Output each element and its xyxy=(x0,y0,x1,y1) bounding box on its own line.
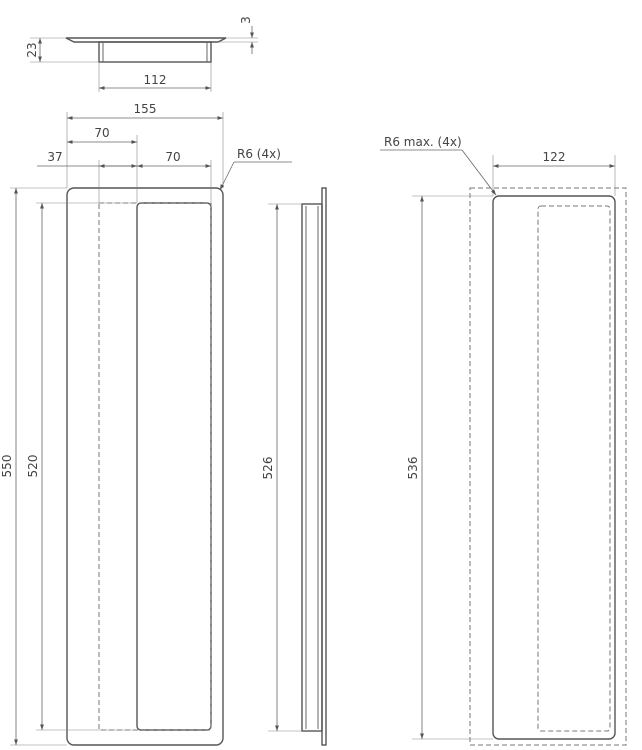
dim-pocket-width-label: 70 xyxy=(165,150,181,164)
dim-cutout-width-label: 122 xyxy=(542,150,566,164)
top-view-body xyxy=(99,42,211,62)
cutout-radius-note: R6 max. (4x) xyxy=(384,135,462,149)
dim-overall-height-label: 550 xyxy=(0,454,14,478)
dim-left-gap-label: 37 xyxy=(47,150,63,164)
dim-body-width-label: 112 xyxy=(143,73,167,87)
dim-offset-label: 70 xyxy=(94,126,110,140)
dim-side-height-label: 526 xyxy=(261,456,275,480)
front-view-plate xyxy=(67,188,223,745)
dim-depth-label: 23 xyxy=(25,42,39,58)
dim-flange-label: 3 xyxy=(239,16,253,24)
dim-overall-width-label: 155 xyxy=(133,102,157,116)
radius-note: R6 (4x) xyxy=(237,147,281,161)
front-view-hidden-recess xyxy=(99,203,211,730)
side-view-body xyxy=(302,204,322,731)
dim-cutout-height-label: 536 xyxy=(406,456,420,480)
dim-pocket-height-label: 520 xyxy=(26,454,40,478)
front-view-pocket xyxy=(137,203,211,730)
cutout-view xyxy=(380,135,626,745)
cutout-inner-hidden xyxy=(538,206,610,731)
cutout-opening xyxy=(493,196,615,739)
side-view xyxy=(261,188,326,745)
side-view-flange xyxy=(322,188,326,745)
top-view xyxy=(25,16,258,92)
front-view xyxy=(0,102,292,745)
